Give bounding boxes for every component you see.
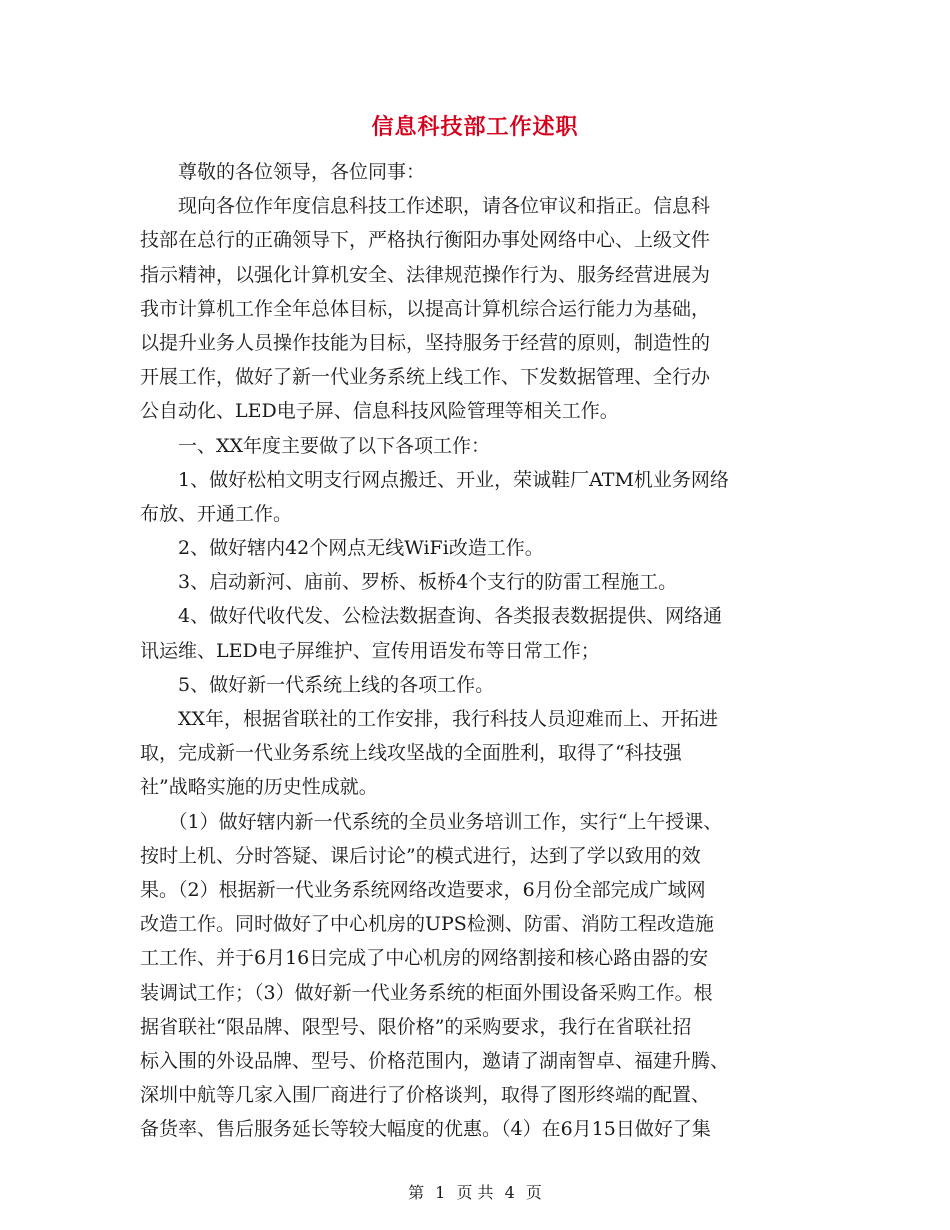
text-line: 社”战略实施的历史性成就。	[140, 776, 378, 799]
text-line: 5、做好新一代系统上线的各项工作。	[140, 673, 495, 696]
text-line: 公自动化、LED电子屏、信息科技风险管理等相关工作。	[140, 400, 619, 423]
text-line: 取，完成新一代业务系统上线攻坚战的全面胜利，取得了“科技强	[140, 742, 682, 765]
footer-page-number: 1	[435, 1183, 446, 1202]
footer-prefix: 第	[408, 1183, 425, 1202]
text-line: 我市计算机工作全年总体目标，以提高计算机综合运行能力为基础，	[140, 297, 711, 320]
text-line: 据省联社“限品牌、限型号、限价格”的采购要求，我行在省联社招	[140, 1015, 692, 1038]
document-title: 信息科技部工作述职	[371, 114, 579, 140]
text-line: 果。（2）根据新一代业务系统网络改造要求，6月份全部完成广域网	[140, 878, 706, 901]
text-line: 开展工作，做好了新一代业务系统上线工作、下发数据管理、全行办	[140, 366, 711, 389]
text-line: 工工作、并于6月16日完成了中心机房的网络割接和核心路由器的安	[140, 947, 709, 970]
document-body	[140, 155, 830, 1146]
text-line: 3、启动新河、庙前、罗桥、板桥4个支行的防雷工程施工。	[140, 571, 678, 594]
text-line: 按时上机、分时答疑、课后讨论”的模式进行，达到了学以致用的效	[140, 844, 701, 867]
text-line: 深圳中航等几家入围厂商进行了价格谈判，取得了图形终端的配置、	[140, 1084, 711, 1107]
text-line: 现向各位作年度信息科技工作述职，请各位审议和指正。信息科	[140, 195, 711, 218]
text-line: 以提升业务人员操作技能为目标，坚持服务于经营的原则，制造性的	[140, 331, 711, 354]
text-line: 技部在总行的正确领导下，严格执行衡阳办事处网络中心、上级文件	[140, 229, 711, 252]
text-line: 4、做好代收代发、公检法数据查询、各类报表数据提供、网络通	[140, 605, 723, 628]
text-line: 讯运维、LED电子屏维护、宣传用语发布等日常工作；	[140, 639, 600, 662]
page-footer	[0, 1180, 950, 1203]
text-line: （1）做好辖内新一代系统的全员业务培训工作，实行“上午授课、	[140, 810, 723, 833]
text-line: 指示精神，以强化计算机安全、法律规范操作行为、服务经营进展为	[140, 263, 711, 286]
footer-suffix: 页	[525, 1183, 542, 1202]
text-line: 标入围的外设品牌、型号、价格范围内，邀请了湖南智卓、福建升腾、	[140, 1049, 730, 1072]
text-line: 1、做好松柏文明支行网点搬迁、开业，荣诚鞋厂ATM机业务网络	[140, 468, 729, 491]
text-line: 改造工作。同时做好了中心机房的UPS检测、防雷、消防工程改造施	[140, 913, 714, 936]
footer-total-pages: 4	[504, 1183, 515, 1202]
text-line: 布放、开通工作。	[140, 502, 293, 525]
text-line: 2、做好辖内42个网点无线WiFi改造工作。	[140, 537, 544, 560]
text-line: XX年，根据省联社的工作安排，我行科技人员迎难而上、开拓进	[140, 708, 719, 730]
text-line: 尊敬的各位领导，各位同事：	[140, 161, 426, 183]
text-line: 备货率、售后服务延长等较大幅度的优惠。（4）在6月15日做好了集	[140, 1118, 711, 1141]
footer-mid: 页 共	[456, 1183, 494, 1202]
text-line: 装调试工作；（3）做好新一代业务系统的柜面外围设备采购工作。根	[140, 981, 713, 1004]
text-line: 一、XX年度主要做了以下各项工作：	[140, 434, 491, 457]
